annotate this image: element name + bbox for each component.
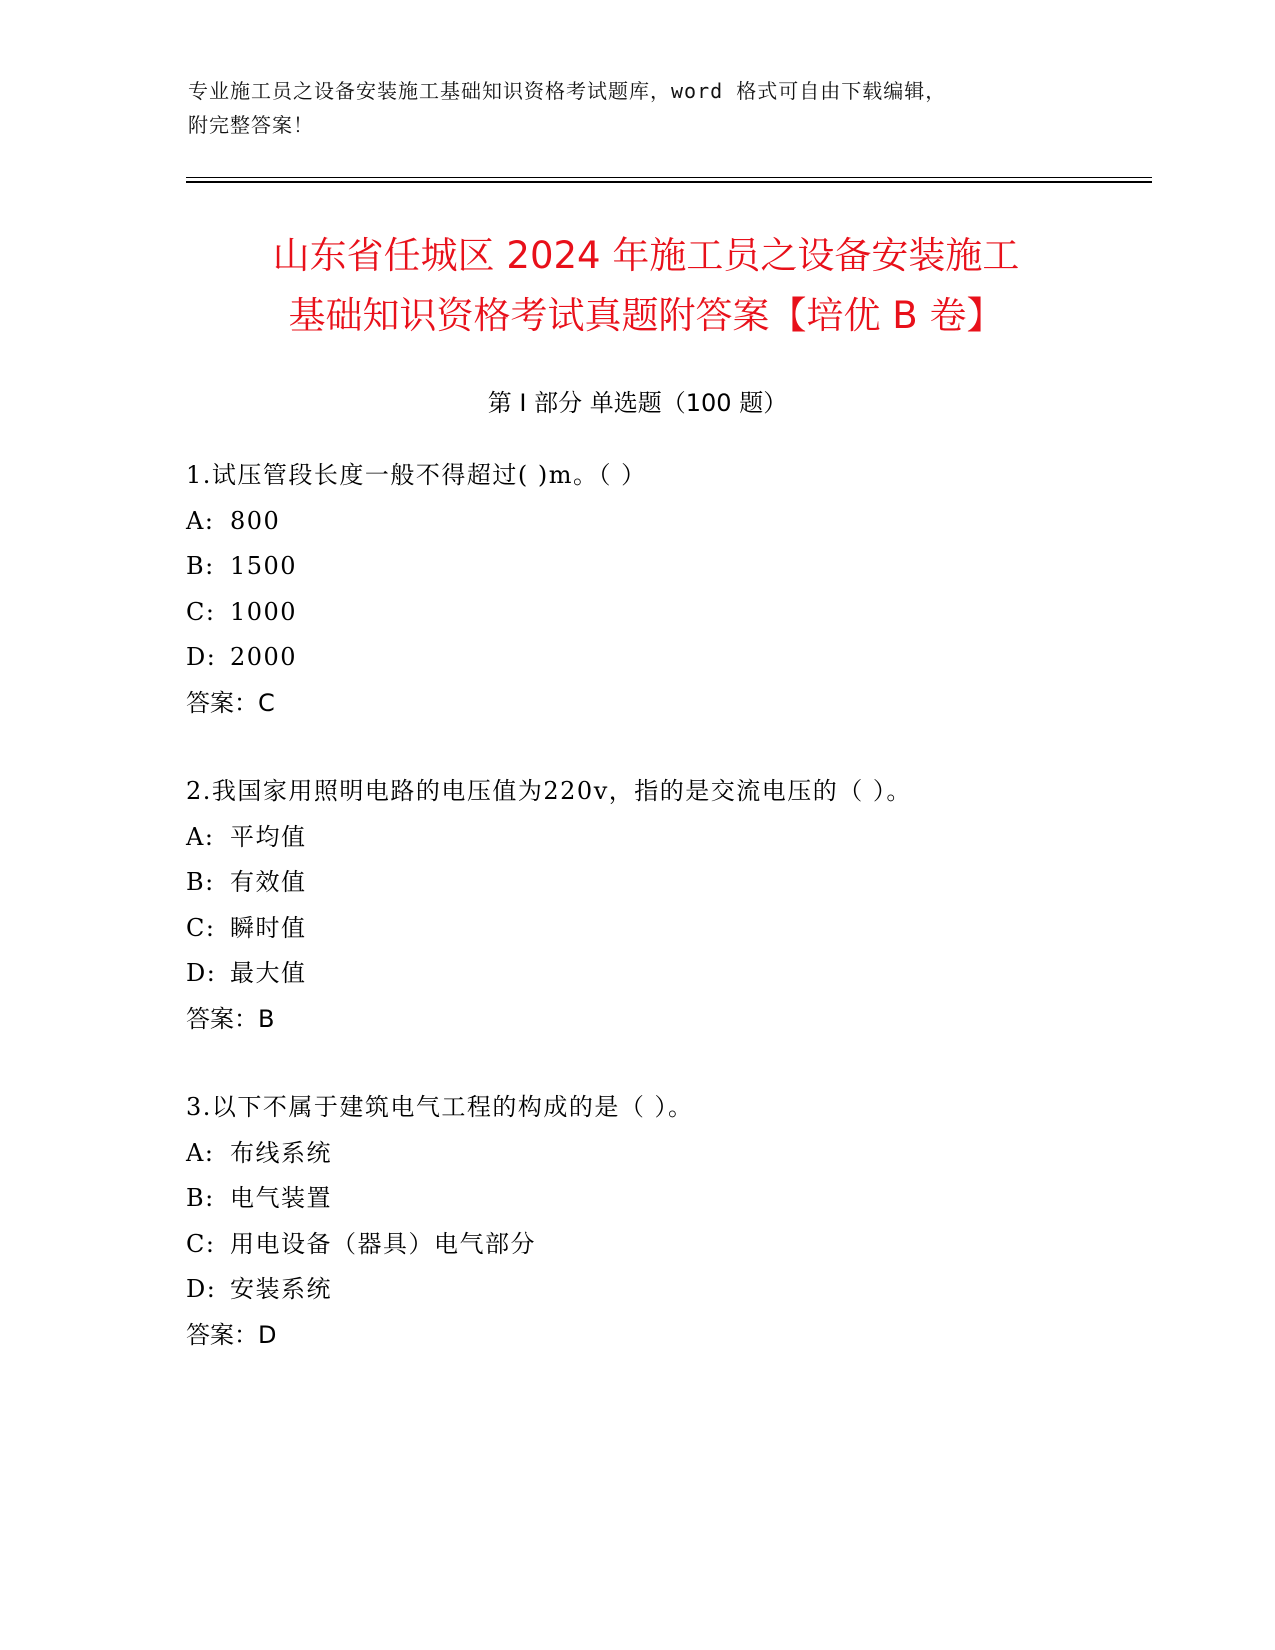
- option-c: [186, 590, 1146, 636]
- option-text: 平均值: [230, 822, 307, 851]
- option-c: [186, 1222, 1146, 1268]
- option-text: 安装系统: [230, 1275, 332, 1303]
- question-1: [186, 453, 1146, 726]
- option-d: [186, 635, 1146, 681]
- question-2: [186, 769, 1146, 1042]
- header-note: [188, 74, 1088, 142]
- option-d: [186, 1267, 1146, 1313]
- option-letter: B:: [186, 868, 215, 896]
- section-heading: 第 I 部分 单选题（100 题）: [487, 389, 788, 417]
- option-letter: C:: [186, 1229, 216, 1258]
- answer-line: 答案：D: [186, 1320, 277, 1349]
- option-letter: A:: [186, 822, 215, 851]
- option-letter: A:: [186, 506, 215, 535]
- option-text: 800: [230, 506, 281, 535]
- question-stem: 3.以下不属于建筑电气工程的构成的是（ ）。: [186, 1093, 694, 1121]
- option-text: 2000: [230, 643, 298, 671]
- option-text: 1500: [230, 552, 298, 580]
- question-stem: 1.试压管段长度一般不得超过( )m。（ ）: [186, 461, 647, 489]
- option-letter: A:: [186, 1138, 215, 1167]
- option-letter: C:: [186, 597, 216, 626]
- option-b: [186, 1176, 1146, 1222]
- option-a: [186, 499, 1146, 545]
- header-divider-thin: [186, 177, 1152, 178]
- document-title-line-1: 山东省任城区 2024 年施工员之设备安装施工: [272, 234, 1020, 277]
- option-text: 用电设备（器具）电气部分: [230, 1229, 536, 1258]
- option-text: 最大值: [230, 959, 307, 987]
- option-a: [186, 815, 1146, 861]
- option-b: [186, 544, 1146, 590]
- option-letter: D:: [186, 643, 217, 671]
- answer-line: 答案：C: [186, 688, 275, 717]
- header-divider-thick: [186, 181, 1152, 183]
- document-title-line-2: 基础知识资格考试真题附答案【培优 B 卷】: [288, 294, 1004, 337]
- option-text: 有效值: [230, 868, 307, 896]
- option-letter: B:: [186, 552, 215, 580]
- option-letter: D:: [186, 959, 217, 987]
- option-a: [186, 1131, 1146, 1177]
- header-note-line-1: 专业施工员之设备安装施工基础知识资格考试题库，word 格式可自由下载编辑，: [188, 79, 947, 103]
- option-text: 电气装置: [230, 1184, 332, 1212]
- option-letter: C:: [186, 913, 216, 942]
- option-d: [186, 951, 1146, 997]
- option-letter: D:: [186, 1275, 217, 1303]
- answer-line: 答案：B: [186, 1004, 275, 1033]
- option-letter: B:: [186, 1184, 215, 1212]
- header-note-line-2: 附完整答案！: [188, 113, 314, 137]
- option-text: 瞬时值: [230, 913, 307, 942]
- option-b: [186, 860, 1146, 906]
- document-title: [186, 226, 1106, 346]
- option-c: [186, 906, 1146, 952]
- option-text: 布线系统: [230, 1138, 332, 1167]
- question-3: [186, 1085, 1146, 1358]
- question-stem: 2.我国家用照明电路的电压值为220v，指的是交流电压的（ ）。: [186, 777, 912, 805]
- option-text: 1000: [230, 597, 298, 626]
